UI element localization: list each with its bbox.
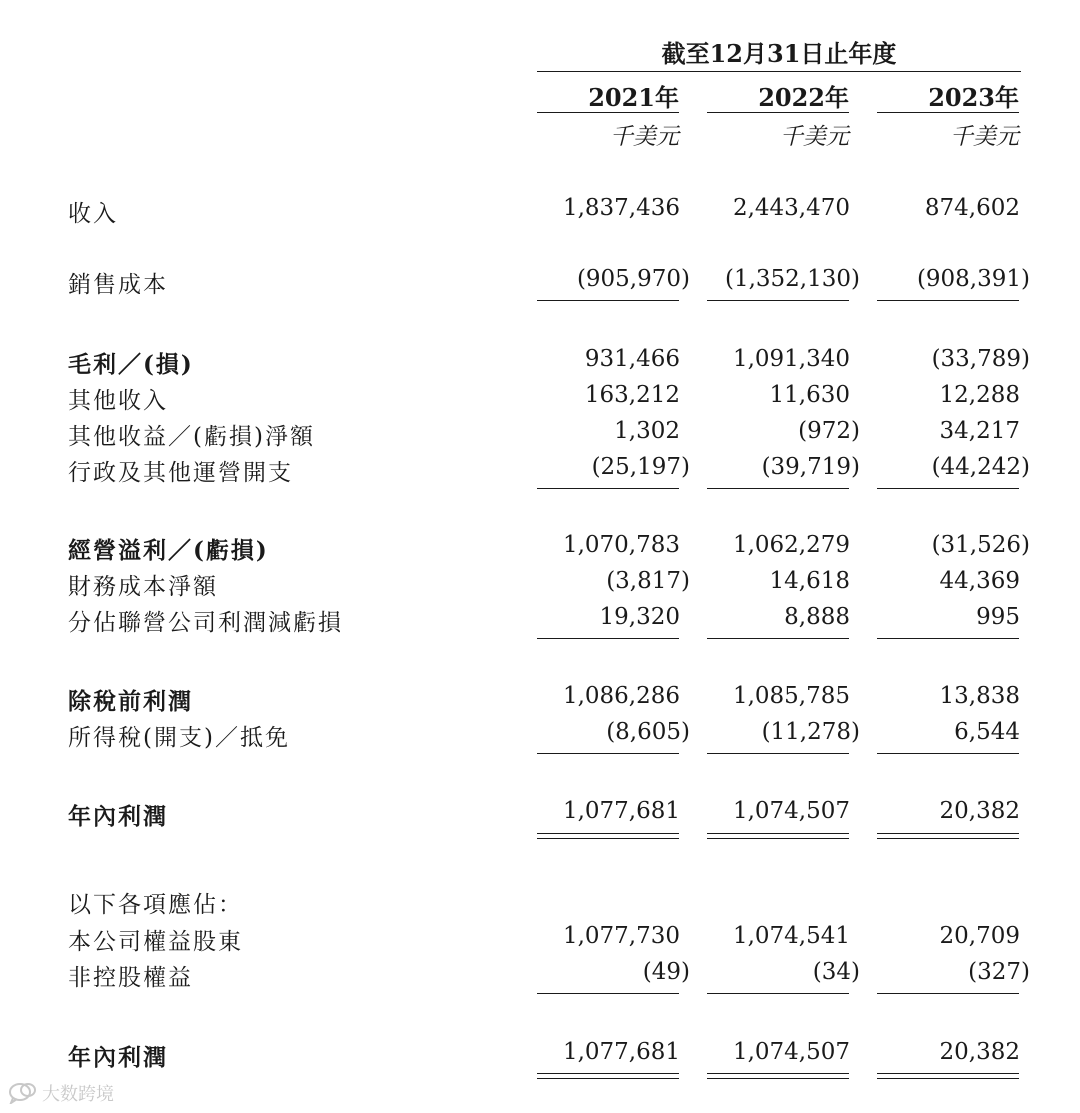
value-2021: 163,212 [584,382,680,408]
watermark [8,1080,114,1106]
value-2022: (11,278) [761,719,860,745]
value-2022: (34) [812,959,860,985]
value-2021: 1,077,681 [562,798,680,824]
unit-2023: 千美元 [950,124,1019,150]
value-2021: 19,320 [599,604,680,630]
subtotal-rule [537,638,679,639]
watermark-text: 大数跨境 [42,1084,114,1105]
other-gains-row [0,418,1080,452]
period-title: 截至12月31日止年度 [661,39,897,68]
row-label: 所得稅(開支)／抵免 [68,725,290,751]
finance-costs-row [0,568,1080,602]
total-double-rule [707,1073,849,1079]
total-double-rule [877,833,1019,839]
value-2023: 20,382 [939,798,1020,824]
non-controlling-interests-row [0,959,1080,993]
value-2022: 1,085,785 [732,683,850,709]
value-2021: 1,077,730 [562,923,680,949]
chat-bubble-icon [8,1082,38,1104]
year-2021-header: 2021年 [588,83,679,112]
profit-for-year-total-row [0,1039,1080,1073]
subtotal-rule [877,638,1019,639]
value-2021: 931,466 [584,346,680,372]
row-label: 經營溢利／(虧損) [68,537,269,564]
row-label: 行政及其他運營開支 [68,460,293,486]
header-rule [537,71,1021,72]
equity-shareholders-row [0,923,1080,957]
row-label: 年內利潤 [68,1044,168,1071]
unit-2021: 千美元 [610,124,679,150]
value-2021: (905,970) [576,266,690,292]
total-double-rule [537,833,679,839]
value-2023: 34,217 [939,418,1020,444]
row-label: 其他收益／(虧損)淨額 [68,424,315,450]
row-label: 本公司權益股東 [68,929,243,955]
value-2023: (31,526) [931,532,1030,558]
revenue-row [0,195,1080,229]
subtotal-rule [537,993,679,994]
value-2023: (44,242) [931,454,1030,480]
value-2021: (25,197) [591,454,690,480]
subtotal-rule [877,753,1019,754]
subtotal-rule [877,993,1019,994]
year-2023-header: 2023年 [928,83,1019,112]
admin-expenses-row [0,454,1080,488]
value-2022: 1,074,507 [732,798,850,824]
value-2022: 1,091,340 [732,346,850,372]
subtotal-rule [537,300,679,301]
value-2023: 44,369 [939,568,1020,594]
value-2022: 1,062,279 [732,532,850,558]
year-rule-2023 [877,112,1019,113]
subtotal-rule [877,300,1019,301]
year-rule-2022 [707,112,849,113]
row-label: 分佔聯營公司利潤減虧損 [68,610,343,636]
row-label: 銷售成本 [68,272,168,298]
subtotal-rule [707,488,849,489]
share-of-associates-row [0,604,1080,638]
subtotal-rule [707,300,849,301]
other-income-row [0,382,1080,416]
subtotal-rule [537,488,679,489]
value-2021: (49) [642,959,690,985]
value-2023: 20,382 [939,1039,1020,1065]
value-2021: 1,837,436 [562,195,680,221]
subtotal-rule [707,993,849,994]
row-label: 毛利／(損) [68,351,194,378]
total-double-rule [877,1073,1019,1079]
value-2023: (33,789) [931,346,1030,372]
unit-2022: 千美元 [780,124,849,150]
row-label: 年內利潤 [68,803,168,830]
value-2021: (3,817) [606,568,690,594]
value-2023: (327) [968,959,1030,985]
profit-before-tax-row [0,683,1080,717]
total-double-rule [537,1073,679,1079]
value-2021: (8,605) [606,719,690,745]
row-label: 財務成本淨額 [68,574,218,600]
value-2022: 11,630 [769,382,850,408]
value-2023: 13,838 [939,683,1020,709]
value-2023: 12,288 [939,382,1020,408]
operating-profit-row [0,532,1080,566]
value-2023: 20,709 [939,923,1020,949]
value-2022: 1,074,541 [732,923,850,949]
value-2022: 14,618 [769,568,850,594]
value-2022: (39,719) [761,454,860,480]
subtotal-rule [877,488,1019,489]
year-rule-2021 [537,112,679,113]
row-label: 以下各項應佔： [68,892,243,918]
row-label: 其他收入 [68,388,168,414]
value-2022: 8,888 [784,604,850,630]
value-2023: 995 [976,604,1020,630]
row-label: 非控股權益 [68,965,193,991]
value-2022: (1,352,130) [724,266,860,292]
subtotal-rule [707,638,849,639]
subtotal-rule [537,753,679,754]
value-2022: 2,443,470 [732,195,850,221]
gross-profit-row [0,346,1080,380]
total-double-rule [707,833,849,839]
value-2023: 6,544 [954,719,1020,745]
row-label: 收入 [68,201,118,227]
profit-for-year-row [0,798,1080,832]
income-tax-row [0,719,1080,753]
value-2021: 1,077,681 [562,1039,680,1065]
value-2023: 874,602 [924,195,1020,221]
value-2021: 1,302 [614,418,680,444]
attributable-to-heading [0,886,1080,920]
subtotal-rule [707,753,849,754]
value-2022: 1,074,507 [732,1039,850,1065]
cost-of-sales-row [0,266,1080,300]
value-2021: 1,070,783 [562,532,680,558]
value-2021: 1,086,286 [562,683,680,709]
value-2022: (972) [798,418,860,444]
row-label: 除稅前利潤 [68,688,193,715]
year-2022-header: 2022年 [758,83,849,112]
value-2023: (908,391) [916,266,1030,292]
